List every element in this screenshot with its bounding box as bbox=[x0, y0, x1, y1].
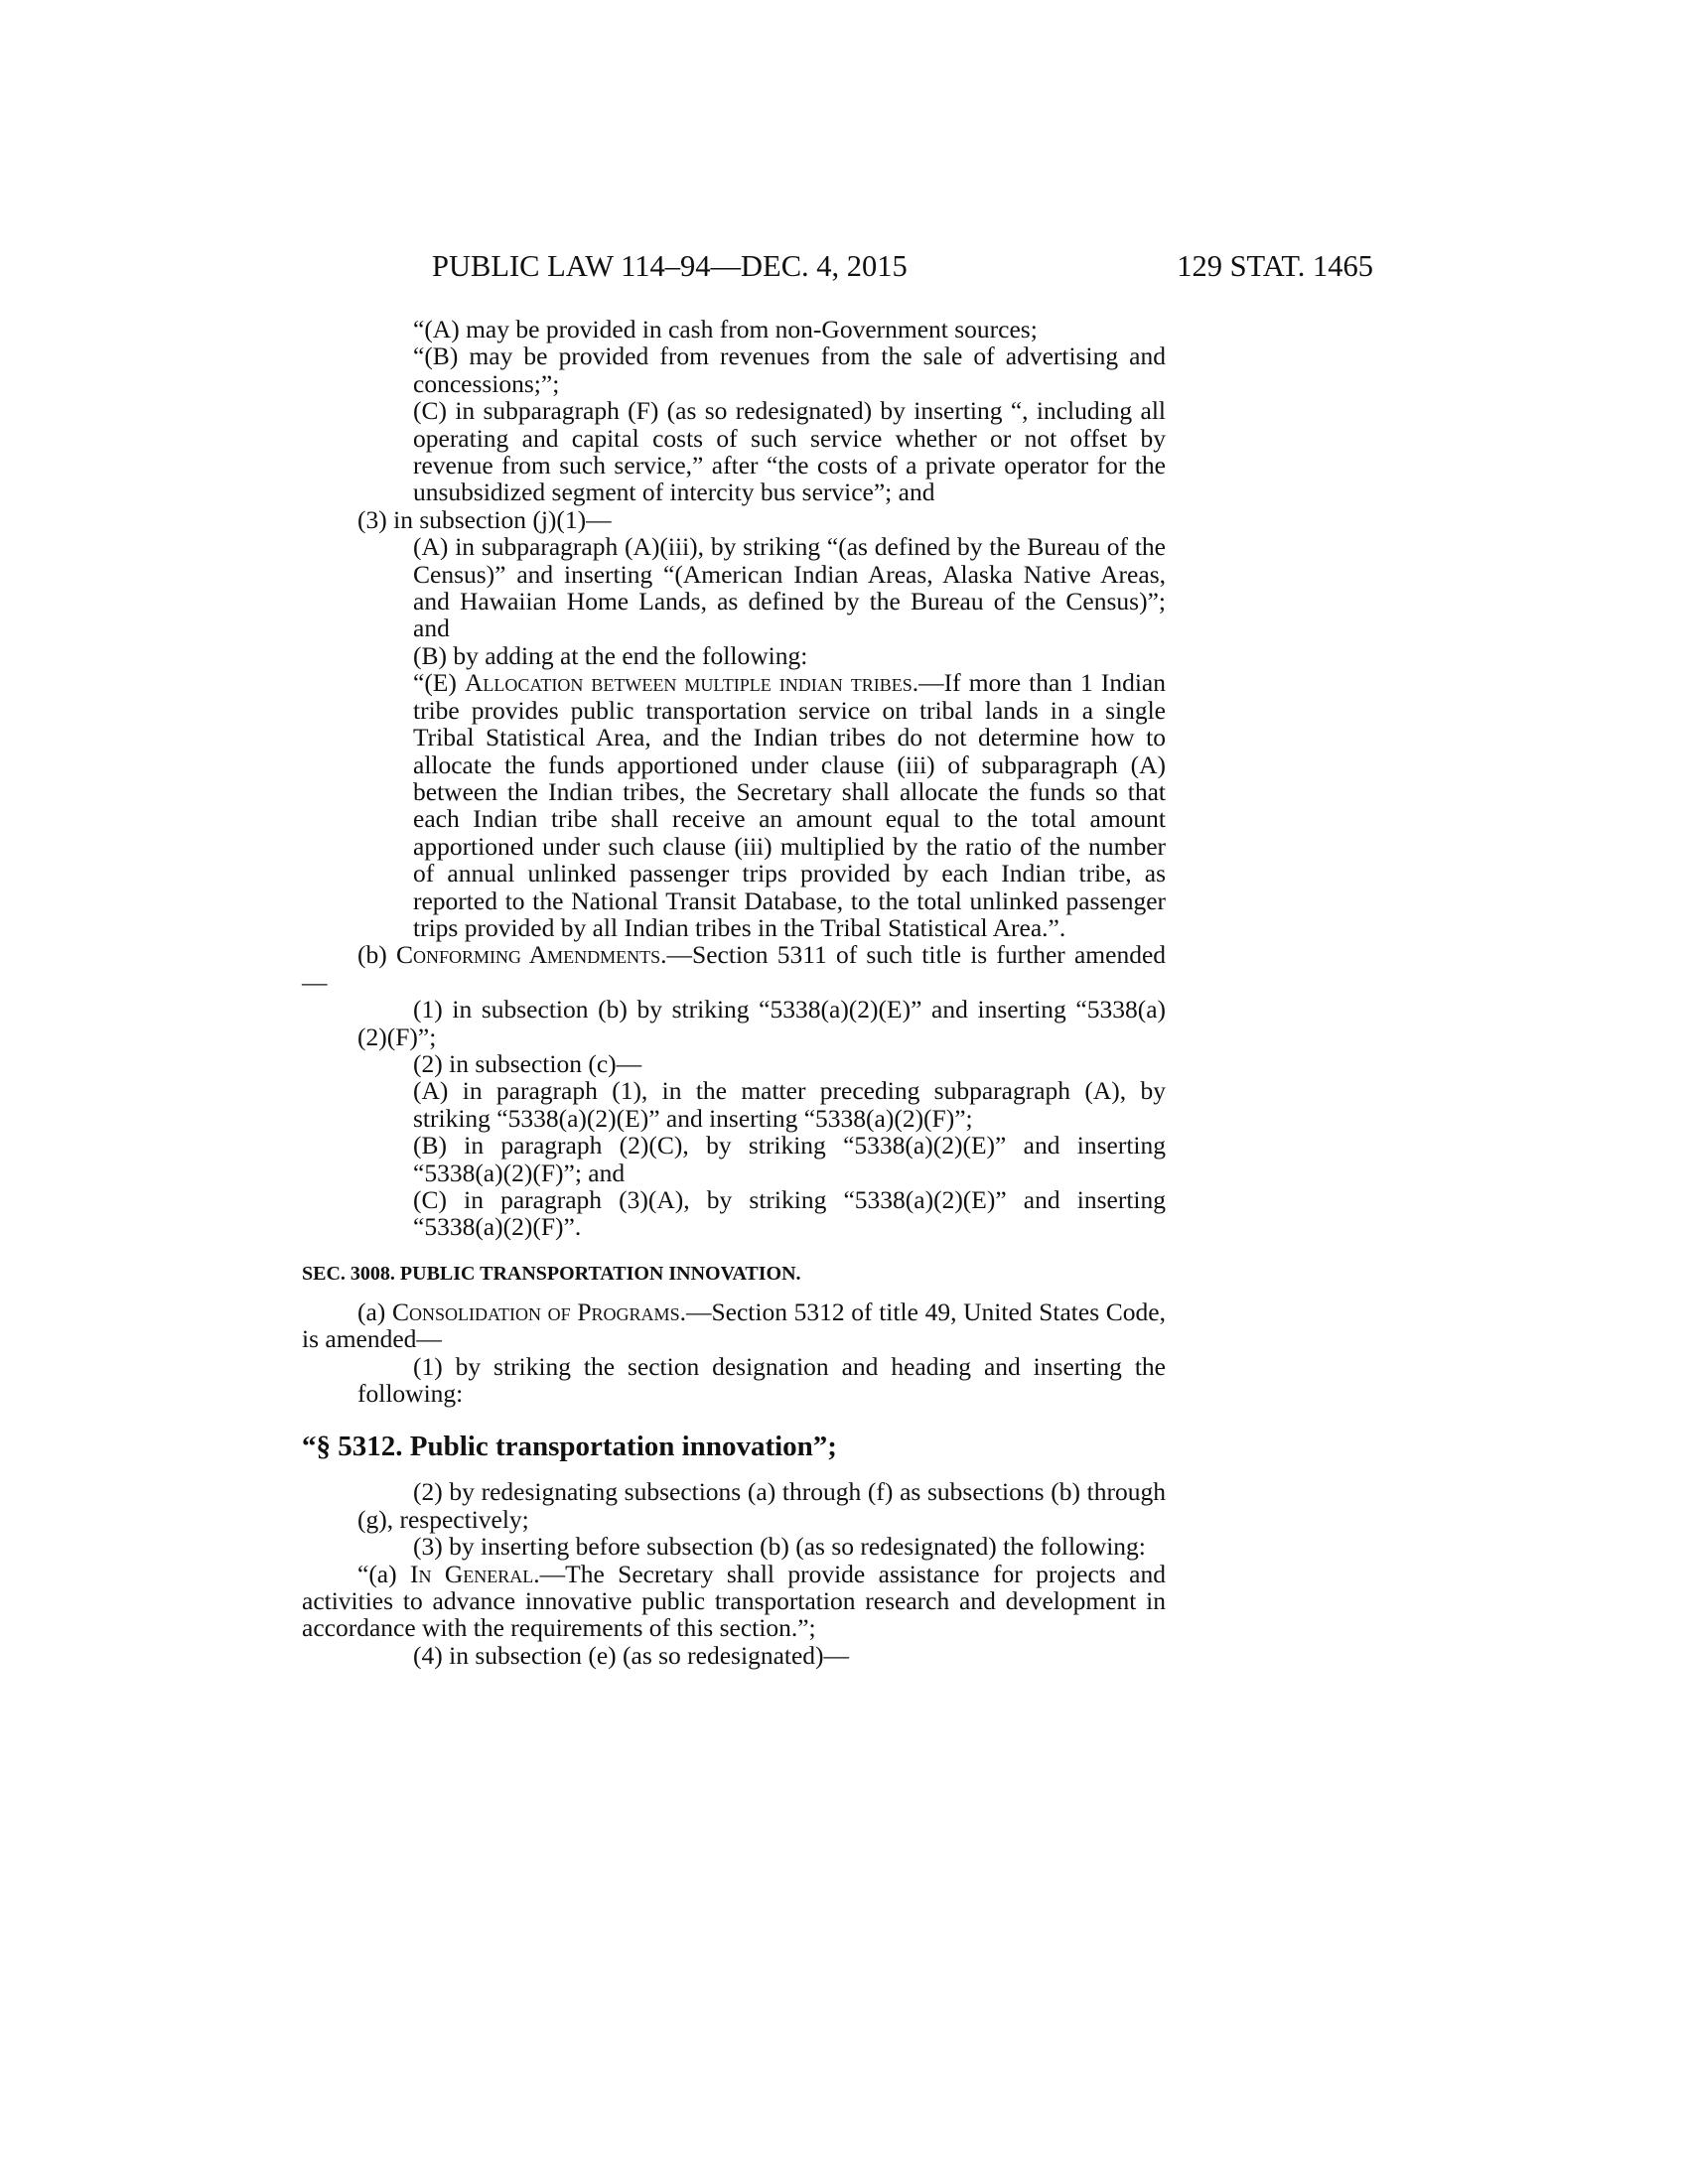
paragraph: “(A) may be provided in cash from non-Government sources; bbox=[413, 315, 1038, 343]
paragraph: (B) in paragraph (2)(C), by striking “5338(a)(2)(E)” and inserting “5338(a)(2)(F)”; and bbox=[413, 1131, 1166, 1187]
paragraph: (2) in subsection (c)— bbox=[413, 1048, 642, 1078]
paragraph-heading: Allocation between multiple indian tribes. bbox=[464, 668, 919, 698]
paragraph: (A) in subparagraph (A)(iii), by striking “(as defined by the Bureau of the Census)” and inserting “(American Indian Areas, Alaska Native Areas, and Hawaiian Home Lands, as defined by the Bureau of the Census)”; and bbox=[413, 532, 1166, 643]
paragraph-text: —Section 5311 of such title is further amended— bbox=[302, 940, 1167, 997]
paragraph: (B) by adding at the end the following: bbox=[413, 640, 808, 670]
paragraph bbox=[302, 1298, 1166, 1353]
paragraph-heading: In General. bbox=[410, 1559, 540, 1588]
paragraph: (3) by inserting before subsection (b) (as so redesignated) the following: bbox=[413, 1532, 1146, 1562]
paragraph-lead: “(a) bbox=[357, 1559, 397, 1588]
paragraph-text: —The Secretary shall provide assistance for projects and activities to advance innovative public transportation research and development in accordance with the requirements of this section.”; bbox=[302, 1559, 1166, 1643]
paragraph: (2) by redesignating subsections (a) through (f) as subsections (b) through (g), respectively; bbox=[357, 1477, 1166, 1534]
paragraph: (1) by striking the section designation and heading and inserting the following: bbox=[357, 1351, 1166, 1409]
section-heading: SEC. 3008. PUBLIC TRANSPORTATION INNOVATION. bbox=[302, 1262, 801, 1285]
paragraph: (A) in paragraph (1), in the matter preceding subparagraph (A), by striking “5338(a)(2)(E)” and inserting “5338(a)(2)(F)”; bbox=[413, 1076, 1166, 1133]
paragraph-lead: (a) bbox=[357, 1297, 386, 1326]
paragraph-lead: “(E) bbox=[413, 668, 457, 698]
paragraph bbox=[302, 669, 1166, 941]
paragraph: (3) in subsection (j)(1)— bbox=[357, 504, 612, 534]
paragraph: (4) in subsection (e) (as so redesignated)— bbox=[413, 1640, 850, 1670]
paragraph-lead: (b) bbox=[357, 940, 387, 970]
paragraph: (C) in subparagraph (F) (as so redesignated) by inserting “, including all operating and capital costs of such service whether or not offset by revenue from such service,” after “the costs of a private operator for the unsubsidized segment of intercity bus service”; and bbox=[413, 396, 1166, 507]
paragraph bbox=[302, 1561, 1166, 1642]
paragraph: “(B) may be provided from revenues from the sale of advertising and concessions;”; bbox=[413, 341, 1166, 398]
paragraph-text: —If more than 1 Indian tribe provides public transportation service on tribal lands in a single Tribal Statistical Area, and the Indian tribes do not determine how to allocate the funds apportioned under clause (iii) of subparagraph (A) between the Indian tribes, the Secretary shall allocate the funds so that each Indian tribe shall receive an amount equal to the total amount apportioned under such clause (iii) multiplied by the ratio of the number of annual unlinked passenger trips provided by each Indian tribe, as reported to the National Transit Database, to the total unlinked passenger trips provided by all Indian tribes in the Tribal Statistical Area.”. bbox=[413, 668, 1166, 942]
section-title: “§ 5312. Public transportation innovation”; bbox=[302, 1431, 837, 1463]
statute-page-number: 129 STAT. 1465 bbox=[1177, 249, 1373, 283]
paragraph-heading: Conforming Amendments. bbox=[395, 940, 667, 970]
law-citation: PUBLIC LAW 114–94—DEC. 4, 2015 bbox=[432, 249, 908, 283]
document-body bbox=[302, 316, 1166, 1669]
paragraph: (C) in paragraph (3)(A), by striking “5338(a)(2)(E)” and inserting “5338(a)(2)(F)”. bbox=[413, 1185, 1166, 1242]
page-header bbox=[432, 246, 1373, 286]
paragraph-heading: Consolidation of Programs. bbox=[392, 1297, 686, 1326]
paragraph-text: —Section 5312 of title 49, United States Code, is amended— bbox=[302, 1297, 1166, 1354]
paragraph: (1) in subsection (b) by striking “5338(a)(2)(E)” and inserting “5338(a)(2)(F)”; bbox=[357, 995, 1166, 1051]
paragraph bbox=[302, 941, 1166, 996]
